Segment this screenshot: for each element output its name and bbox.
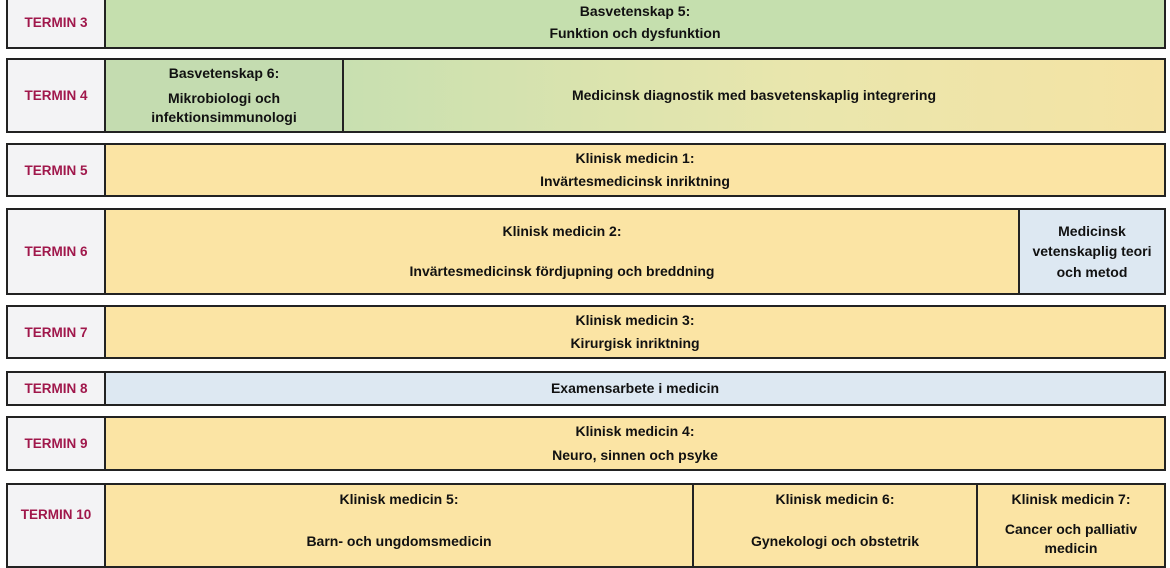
course-subtitle: Neuro, sinnen och psyke (552, 446, 718, 463)
course-medicinsk-vetenskaplig-teori (1018, 210, 1164, 293)
course-title: Klinisk medicin 7: (1011, 491, 1131, 507)
semester-label: TERMIN 8 (8, 373, 106, 404)
semester-label: TERMIN 4 (8, 60, 106, 131)
course-title: Medicinsk diagnostik med basvetenskaplig integrering (571, 87, 937, 104)
semester-row-4 (6, 58, 1166, 133)
course-title: Basvetenskap 5: (579, 2, 691, 19)
course-klinisk-medicin-6 (692, 485, 976, 566)
course-klinisk-medicin-3 (106, 307, 1164, 357)
course-subtitle: Barn- och ungdomsmedicin (306, 532, 492, 549)
semester-row-8 (6, 371, 1166, 406)
semester-label: TERMIN 6 (8, 210, 106, 293)
course-subtitle: Invärtesmedicinsk inriktning (540, 173, 730, 190)
course-examensarbete (106, 373, 1164, 404)
course-title: Klinisk medicin 5: (339, 491, 459, 507)
course-subtitle: Invärtesmedicinsk fördjupning och breddning (409, 262, 715, 279)
course-subtitle: Gynekologi och obstetrik (750, 532, 920, 549)
course-klinisk-medicin-1 (106, 145, 1164, 195)
semester-row-9 (6, 416, 1166, 471)
semester-row-5 (6, 143, 1166, 197)
semester-label: TERMIN 10 (8, 485, 106, 566)
semester-row-10 (6, 483, 1166, 568)
course-medicinsk-diagnostik (342, 60, 1164, 131)
course-title: Klinisk medicin 1: (575, 150, 695, 167)
course-basvetenskap-5 (106, 0, 1164, 47)
semester-label: TERMIN 3 (8, 0, 106, 47)
course-klinisk-medicin-4 (106, 418, 1164, 469)
course-title: Klinisk medicin 2: (502, 223, 622, 240)
semester-label: TERMIN 7 (8, 307, 106, 357)
course-basvetenskap-6 (106, 60, 342, 131)
course-title: Medicinsk vetenskaplig teori och metod (1032, 223, 1152, 280)
course-title: Klinisk medicin 3: (575, 312, 695, 329)
semester-label: TERMIN 5 (8, 145, 106, 195)
course-subtitle: Funktion och dysfunktion (549, 25, 721, 42)
semester-row-3 (6, 0, 1166, 49)
semester-label: TERMIN 9 (8, 418, 106, 469)
course-klinisk-medicin-5 (106, 485, 692, 566)
course-title: Klinisk medicin 4: (575, 423, 695, 440)
semester-row-7 (6, 305, 1166, 359)
course-title: Klinisk medicin 6: (775, 491, 895, 507)
course-subtitle: Kirurgisk inriktning (570, 335, 700, 352)
course-klinisk-medicin-2 (106, 210, 1018, 293)
course-klinisk-medicin-7 (976, 485, 1164, 566)
semester-row-6 (6, 208, 1166, 295)
course-title: Examensarbete i medicin (550, 380, 720, 397)
course-subtitle: Cancer och palliativ medicin (1004, 520, 1138, 556)
course-subtitle: Mikrobiologi och infektionsimmunologi (151, 90, 297, 125)
course-title: Basvetenskap 6: (168, 65, 280, 82)
